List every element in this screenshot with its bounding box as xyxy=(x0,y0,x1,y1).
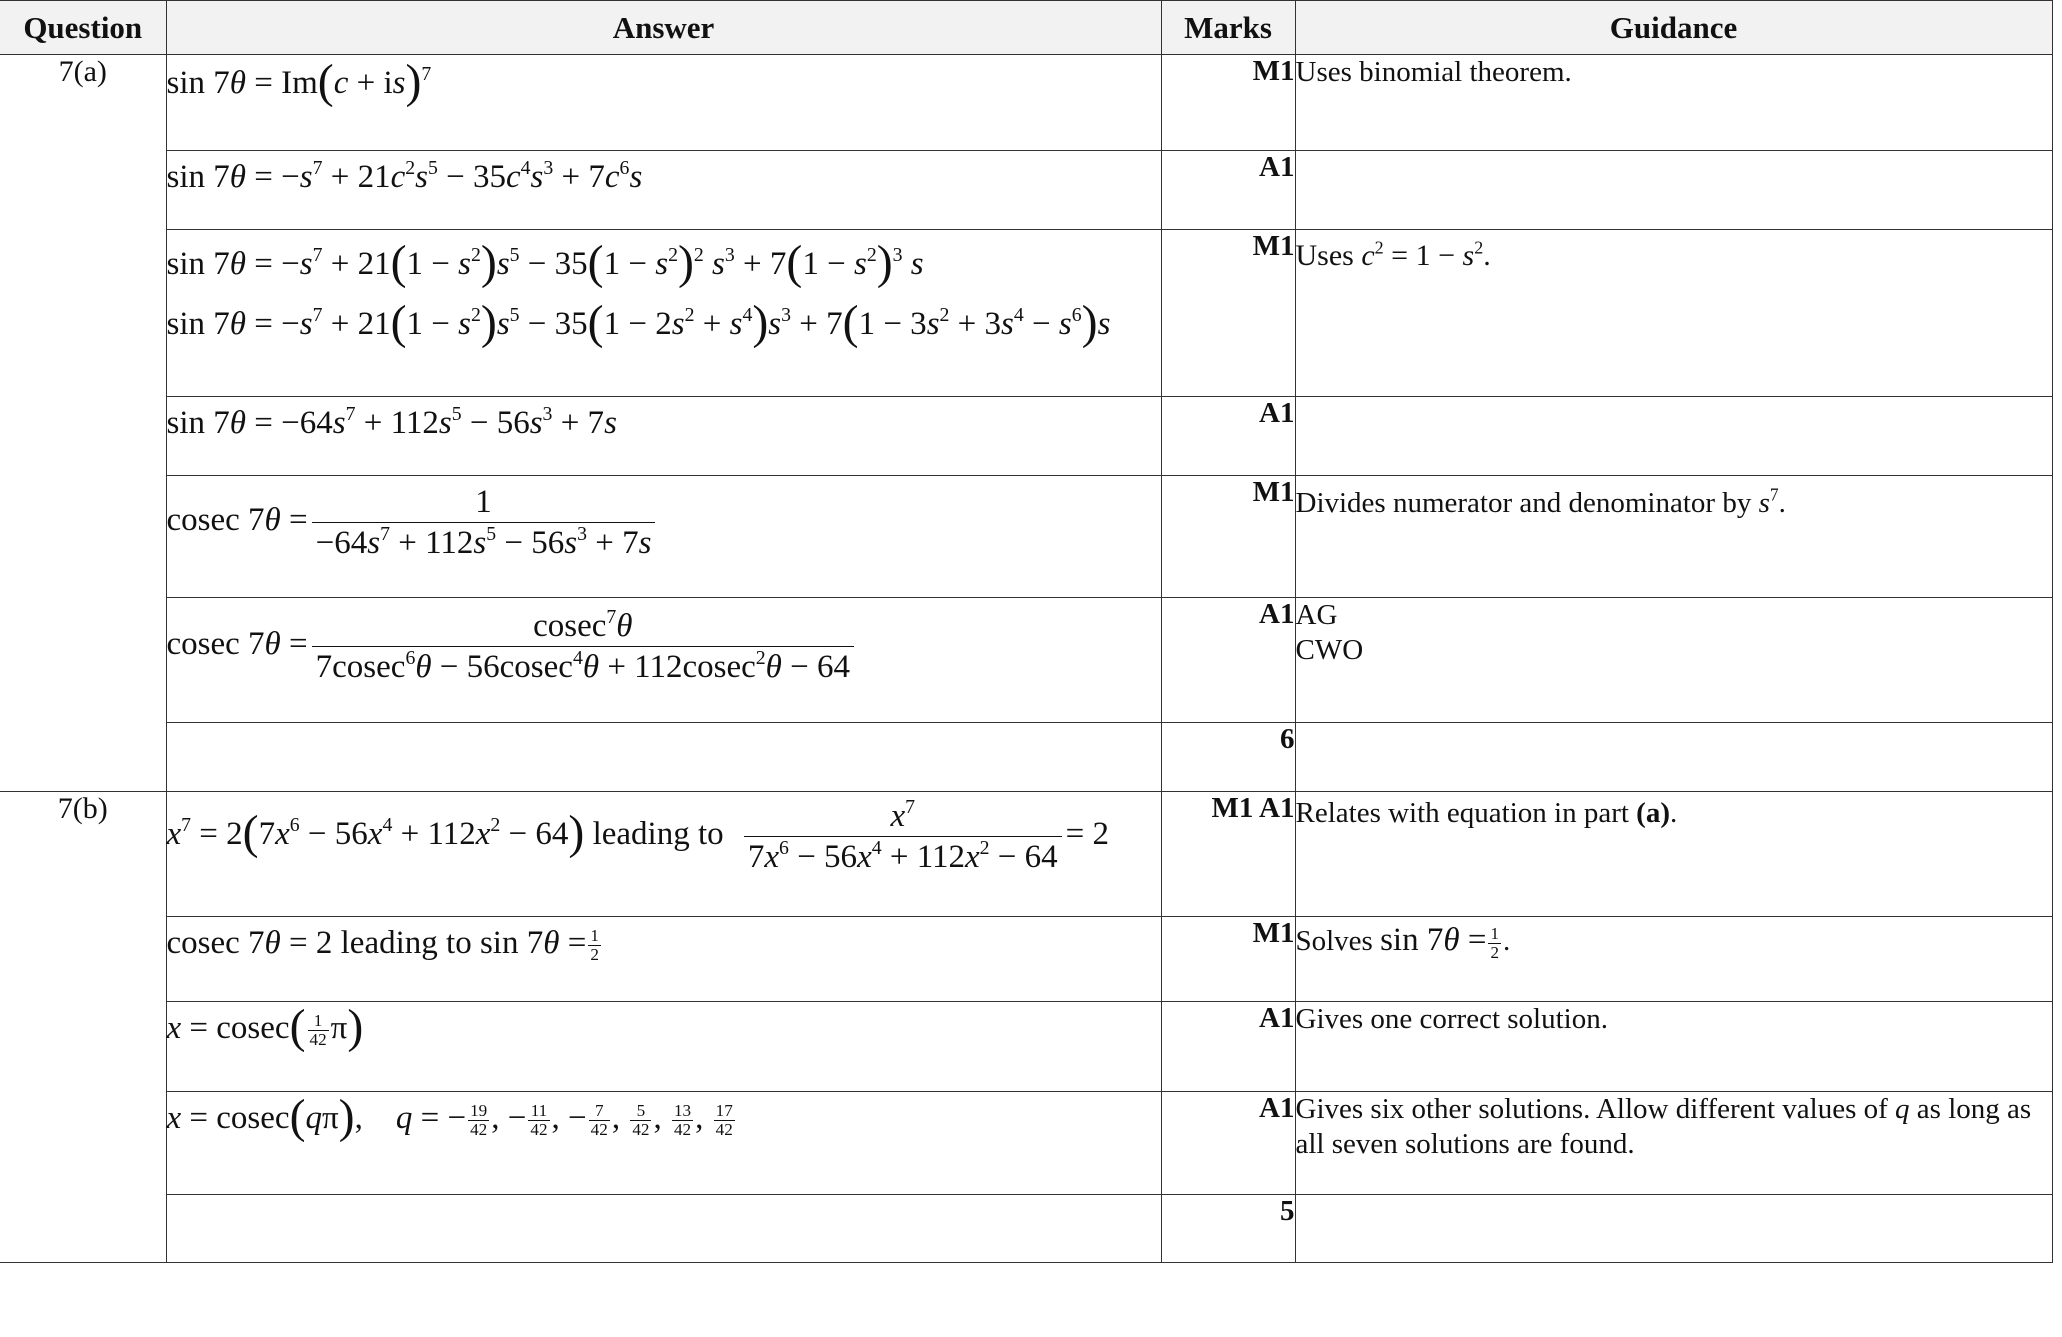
header-question: Question xyxy=(0,1,166,55)
table-row xyxy=(0,917,2052,1002)
mark-cell: A1 xyxy=(1161,1092,1295,1195)
table-row xyxy=(0,230,2052,397)
leading-to-text: leading to xyxy=(340,925,472,961)
guidance-cell: Uses binomial theorem. xyxy=(1295,55,2052,151)
guidance-cell: Solves sin 7θ = $\frac{1}{2}$ . xyxy=(1295,917,2052,1002)
answer-cell: cosec 7θ = $\frac{1}{-64s^7 + 112s^5 - 56s^3 + 7s}$ xyxy=(166,476,1161,598)
mark-cell: M1 xyxy=(1161,55,1295,151)
mark-cell: M1 A1 xyxy=(1161,792,1295,917)
answer-cell: $\sin 7\theta = -s^7 + 21(1 - s^2)s^5 - 35(1 - s^2)^2$ $s^3 + 7(1 - s^2)^3$ s $\sin 7\theta = -s^7 + 21(1 - s^2)s^5 - 35(1 - 2s^2 + s^4)s^3 + 7(1 - 3s^2 + 3s^4 - s^6)s$ xyxy=(166,230,1161,397)
guidance-var: q xyxy=(1895,1093,1910,1125)
guidance-cell xyxy=(1295,1092,2052,1195)
guidance-cell-empty xyxy=(1295,1195,2052,1263)
guidance-part-ref: (a) xyxy=(1636,797,1670,829)
answer-cell: sin 7θ = Im(c + is)$^7$ xyxy=(166,55,1161,151)
table-row xyxy=(0,792,2052,917)
total-row xyxy=(0,723,2052,792)
guidance-text-end: as long as all seven solutions are found. xyxy=(1295,1093,2032,1160)
answer-cell: cosec 7θ = $\frac{cosec^7\theta}{7cosec^6\theta - 56cosec^4\theta + 112cosec^2\theta - 64}$ xyxy=(166,598,1161,723)
mark-cell: M1 xyxy=(1161,230,1295,397)
guidance-text: Divides numerator and denominator by xyxy=(1295,487,1752,519)
answer-cell: $x^7 = 2(7x^6 - 56x^4 + 112x^2 - 64)$ leading to $\frac{x^7}{7x^6 - 56x^4 + 112x^2 - 64}$ = 2 xyxy=(166,792,1161,917)
header-guidance: Guidance xyxy=(1295,1,2052,55)
table-row xyxy=(0,151,2052,230)
guidance-ag: AG xyxy=(1295,599,1338,631)
answer-cell: x = cosec( $\frac{1}{42}$ π) xyxy=(166,1002,1161,1092)
guidance-cell xyxy=(1295,792,2052,917)
header-marks: Marks xyxy=(1161,1,1295,55)
mark-cell: A1 xyxy=(1161,151,1295,230)
total-marks-7b: 5 xyxy=(1161,1195,1295,1263)
table-row xyxy=(0,476,2052,598)
mark-cell: A1 xyxy=(1161,598,1295,723)
guidance-suffix: . xyxy=(1670,797,1678,829)
guidance-cwo: CWO xyxy=(1295,634,1364,666)
total-marks-7a: 6 xyxy=(1161,723,1295,792)
mark-cell: A1 xyxy=(1161,1002,1295,1092)
table-row xyxy=(0,1092,2052,1195)
header-row xyxy=(0,1,2052,55)
guidance-cell xyxy=(1295,397,2052,476)
table-row xyxy=(0,397,2052,476)
guidance-cell xyxy=(1295,151,2052,230)
table-row xyxy=(0,55,2052,151)
answer-cell: $\sin 7\theta = -64s^7 + 112s^5 - 56s^3 + 7s$ xyxy=(166,397,1161,476)
guidance-text: Solves xyxy=(1295,925,1373,957)
guidance-cell: Uses $c^2 = 1 - s^2$. xyxy=(1295,230,2052,397)
guidance-text: Gives six other solutions. Allow different values of xyxy=(1295,1093,1896,1125)
guidance-cell: Gives one correct solution. xyxy=(1295,1002,2052,1092)
leading-to-text: leading to xyxy=(592,816,724,853)
guidance-cell: Divides numerator and denominator by $s^7$. xyxy=(1295,476,2052,598)
answer-cell: cosec 7θ = 2 leading to sin 7θ = $\frac{1}{2}$ xyxy=(166,917,1161,1002)
question-label-7b: 7(b) xyxy=(0,792,166,1263)
answer-cell: x = cosec(qπ), q = − $\frac{19}{42}$ , − $\frac{11}{42}$ , − $\frac{7}{42}$ , $\frac{5}{42}$ , $\frac{13}{42}$ , $\frac{17}{42}$ xyxy=(166,1092,1161,1195)
answer-cell-empty xyxy=(166,1195,1161,1263)
total-row xyxy=(0,1195,2052,1263)
answer-cell-empty xyxy=(166,723,1161,792)
guidance-text: Uses xyxy=(1295,239,1354,272)
answer-cell: $\sin 7\theta = -s^7 + 21c^2s^5 - 35c^4s^3 + 7c^6s$ xyxy=(166,151,1161,230)
mark-cell: A1 xyxy=(1161,397,1295,476)
header-answer: Answer xyxy=(166,1,1161,55)
table-row xyxy=(0,598,2052,723)
guidance-text: Relates with equation in part xyxy=(1295,797,1629,829)
guidance-cell-empty xyxy=(1295,723,2052,792)
mark-cell: M1 xyxy=(1161,476,1295,598)
table-row xyxy=(0,1002,2052,1092)
guidance-cell xyxy=(1295,598,2052,723)
mark-cell: M1 xyxy=(1161,917,1295,1002)
question-label-7a: 7(a) xyxy=(0,55,166,792)
